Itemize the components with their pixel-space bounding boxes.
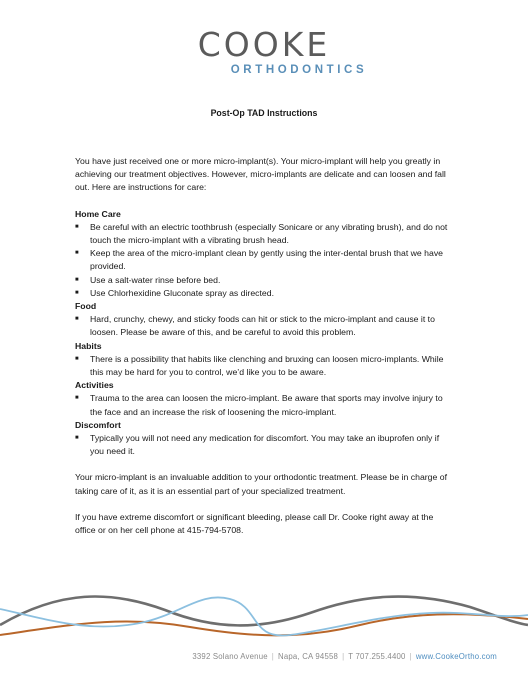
- cooke-logo: [0, 25, 528, 76]
- list-item: [75, 247, 455, 273]
- logo-wordmark: COOKE: [197, 25, 331, 64]
- bullet-text: Typically you will not need any medication for discomfort. You may take an ibuprofen only if you need it.: [90, 433, 440, 457]
- list-item: [75, 274, 455, 287]
- bullet-text: There is a possibility that habits like clenching and bruxing can loosen micro-implants. While this may be hard for you to control, we’d like you to be aware.: [90, 353, 444, 378]
- care-sections: [75, 208, 455, 459]
- footer-website-link[interactable]: www.CookeOrtho.com: [415, 652, 497, 661]
- footer-address: [0, 652, 528, 661]
- bullet-icon: ■: [75, 276, 79, 283]
- bullet-list: [75, 432, 455, 458]
- bullet-icon: ■: [75, 435, 79, 442]
- footer-separator: |: [342, 652, 345, 661]
- bullet-icon: ■: [75, 395, 79, 402]
- footer-street: 3392 Solano Avenue: [192, 652, 268, 661]
- document-body: [75, 155, 455, 550]
- list-item: [75, 287, 455, 300]
- bullet-icon: ■: [75, 355, 79, 362]
- bullet-icon: ■: [75, 289, 79, 296]
- footer-separator: |: [409, 652, 412, 661]
- section-heading: Food: [75, 301, 97, 312]
- bullet-text: Trauma to the area can loosen the micro-implant. Be aware that sports may involve injury to the face and an increase the risk of loosening the micro-implant.: [90, 393, 443, 417]
- list-item: [75, 353, 455, 379]
- bullet-text: Use a salt-water rinse before bed.: [90, 274, 221, 285]
- list-item: [75, 432, 455, 458]
- list-item: [75, 221, 455, 247]
- bullet-text: Use Chlorhexidine Gluconate spray as directed.: [90, 287, 274, 298]
- contact-paragraph: If you have extreme discomfort or significant bleeding, please call Dr. Cooke right away at the office or on her cell phone at 415-794-5708.: [75, 511, 434, 536]
- bullet-text: Keep the area of the micro-implant clean by gently using the inter-dental brush that we have provided.: [90, 248, 444, 272]
- wave-gray: [0, 596, 528, 625]
- bullet-list: [75, 221, 455, 300]
- section-heading: Home Care: [75, 208, 121, 219]
- footer-city: Napa, CA 94558: [278, 652, 339, 661]
- closing-paragraph: Your micro-implant is an invaluable addition to your orthodontic treatment. Please be in charge of taking care of it, as it is an essential part of your specialized treatment.: [75, 472, 448, 496]
- list-item: [75, 392, 455, 418]
- bullet-text: Hard, crunchy, chewy, and sticky foods can hit or stick to the micro-implant and cause it to loosen. Please be aware of this, and be careful to avoid this problem.: [90, 314, 435, 338]
- footer-phone: T 707.255.4400: [348, 652, 406, 661]
- bullet-icon: ■: [75, 316, 79, 323]
- bullet-list: [75, 392, 455, 418]
- bullet-text: Be careful with an electric toothbrush (especially Sonicare or any vibrating brush), and do not touch the micro-implant with a vibrating brush head.: [90, 221, 448, 246]
- document-title: Post-Op TAD Instructions: [210, 108, 318, 118]
- logo-subtitle: ORTHODONTICS: [230, 64, 368, 76]
- bullet-list: [75, 353, 455, 379]
- section-heading: Habits: [75, 340, 102, 351]
- intro-paragraph: You have just received one or more micro-implant(s). Your micro-implant will help you greatly in achieving our treatment objectives. However, micro-implants are delicate and can loosen and fall out. Here are instructions for care:: [75, 156, 446, 193]
- section-heading: Activities: [75, 380, 114, 391]
- section-heading: Discomfort: [75, 419, 121, 430]
- list-item: [75, 313, 455, 339]
- bullet-icon: ■: [75, 223, 79, 230]
- decorative-waves: [0, 585, 528, 645]
- bullet-icon: ■: [75, 250, 79, 257]
- bullet-list: [75, 313, 455, 339]
- footer-separator: |: [271, 652, 275, 661]
